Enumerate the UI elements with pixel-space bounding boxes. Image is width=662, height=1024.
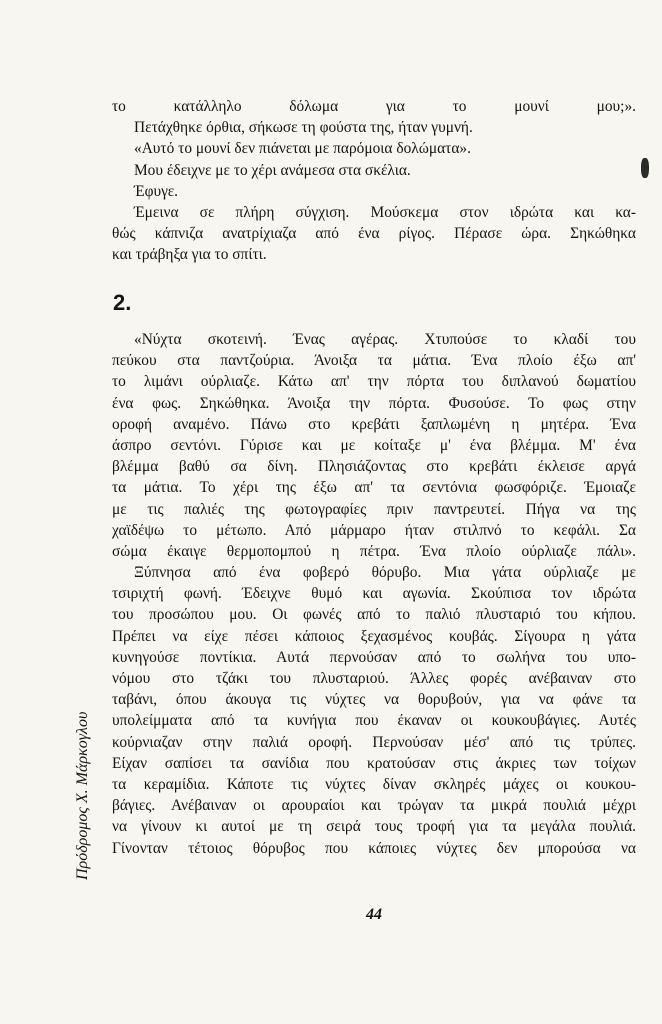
- text-line: το κατάλληλο δόλωμα για το μουνί μου;».: [112, 98, 636, 115]
- ink-blot: [641, 158, 649, 178]
- text-line: Μου έδειχνε με το χέρι ανάμεσα στα σκέλια.: [134, 161, 411, 179]
- text-line: σώμα έκαιγε θερμοπομπού η πέτρα. Ένα πλοίο ούρλιαζε πάλι».: [112, 542, 636, 560]
- text-line: τα μάτια. Το χέρι της έξω απ' τα σεντόνια φωσφόριζε. Έμοιαζε: [112, 479, 636, 497]
- text-line: υπολείμματα από τα κυνήγια που έκαναν οι κουκουβάγιες. Αυτές: [112, 712, 636, 730]
- text-line: Ξύπνησα από ένα φοβερό θόρυβο. Μια γάτα ούρλιαζε με: [134, 564, 636, 582]
- section-heading: 2.: [113, 290, 132, 315]
- text-line: τσιριχτή φωνή. Έδειχνε θυμό και αγωνία. Σκούπισα τον ιδρώτα: [112, 585, 636, 603]
- text-line: Έμεινα σε πλήρη σύγχιση. Μούσκεμα στον ιδρώτα και κα-: [134, 203, 636, 221]
- text-line: «Νύχτα σκοτεινή. Ένας αγέρας. Χτυπούσε το κλαδί του: [134, 331, 636, 348]
- text-line: τα κεραμίδια. Κάποτε τις νύχτες δίναν σκληρές μάχες οι κουκου-: [112, 775, 636, 793]
- text-line: βλέμμα βαθύ σα δίνη. Πλησιάζοντας στο κρεβάτι έκλεισε αργά: [112, 458, 636, 476]
- text-line: το λιμάνι ούρλιαζε. Κάτω απ' την πόρτα του διπλανού δωματίου: [112, 373, 636, 391]
- text-line: κούρνιαζαν στην παλιά οροφή. Περνούσαν μέσ' από τις τρύπες.: [112, 733, 636, 751]
- text-line: οροφή αναμένο. Πάνω στο κρεβάτι ξαπλωμένη η μητέρα. Ένα: [112, 415, 636, 433]
- text-line: άσπρο σεντόνι. Γύρισε και με κοίταξε μ' ένα βλέμμα. Μ' ένα: [112, 436, 636, 454]
- page-number: 44: [366, 906, 382, 923]
- text-line: και τράβηξα για το σπίτι.: [112, 246, 267, 264]
- text-line: να γίνουν κι αυτοί με τη σειρά τους τροφή για τα μεγάλα πουλιά.: [112, 818, 636, 836]
- text-block-section: [112, 329, 636, 859]
- text-line: χαϊδέψω το μέτωπο. Από μάρμαρο ήταν στιλπνό το κεφάλι. Σα: [112, 521, 636, 539]
- text-line: με τις παλιές της φωτογραφίες πριν παντρευτεί. Πήγα να της: [112, 500, 636, 518]
- text-line: κυνηγούσε ποντίκια. Αυτά περνούσαν από το σωλήνα του υπο-: [112, 648, 636, 666]
- text-line: Γίνονταν τέτοιος θόρυβος που κάποιες νύχτες δεν μπορούσα να: [112, 839, 636, 857]
- text-line: του προσώπου μου. Οι φωνές από το παλιό πλυσταριό του κήπου.: [112, 606, 636, 624]
- text-line: ταβάνι, όπου άκουγα τις νύχτες να θορυβούν, για να φάνε τα: [112, 691, 636, 709]
- text-line: βάγιες. Ανέβαιναν οι αρουραίοι και τρώγαν τα μικρά πουλιά μέχρι: [112, 797, 636, 815]
- text-line: θώς κάπνιζα ανατρίχιαζα από ένα ρίγος. Πέρασε ώρα. Σηκώθηκα: [112, 225, 636, 243]
- text-line: Έφυγε.: [134, 182, 179, 200]
- text-line: Πρέπει να είχε πέσει κάποιος ξεχασμένος κουβάς. Σίγουρα η γάτα: [112, 627, 636, 645]
- text-line: νόμου στο τζάκι του πλυσταριού. Άλλες φορές ανέβαιναν στο: [112, 670, 636, 687]
- running-head-author: Πρόδρομος Χ. Μάρκογλου: [74, 711, 91, 880]
- text-line: Πετάχθηκε όρθια, σήκωσε τη φούστα της, ήταν γυμνή.: [134, 119, 473, 137]
- text-line: ένα φως. Σηκώθηκα. Άνοιξα την πόρτα. Φυσούσε. Το φως στην: [112, 394, 636, 412]
- text-line: Είχαν σαπίσει τα σανίδια που κρατούσαν στις άκριες των τοίχων: [112, 754, 636, 772]
- text-line: «Αυτό το μουνί δεν πιάνεται με παρόμοια δολώματα».: [134, 140, 471, 158]
- text-block-top: [112, 96, 636, 266]
- text-line: πεύκου στα παντζούρια. Άνοιξα τα μάτια. Ένα πλοίο έξω απ': [112, 352, 636, 370]
